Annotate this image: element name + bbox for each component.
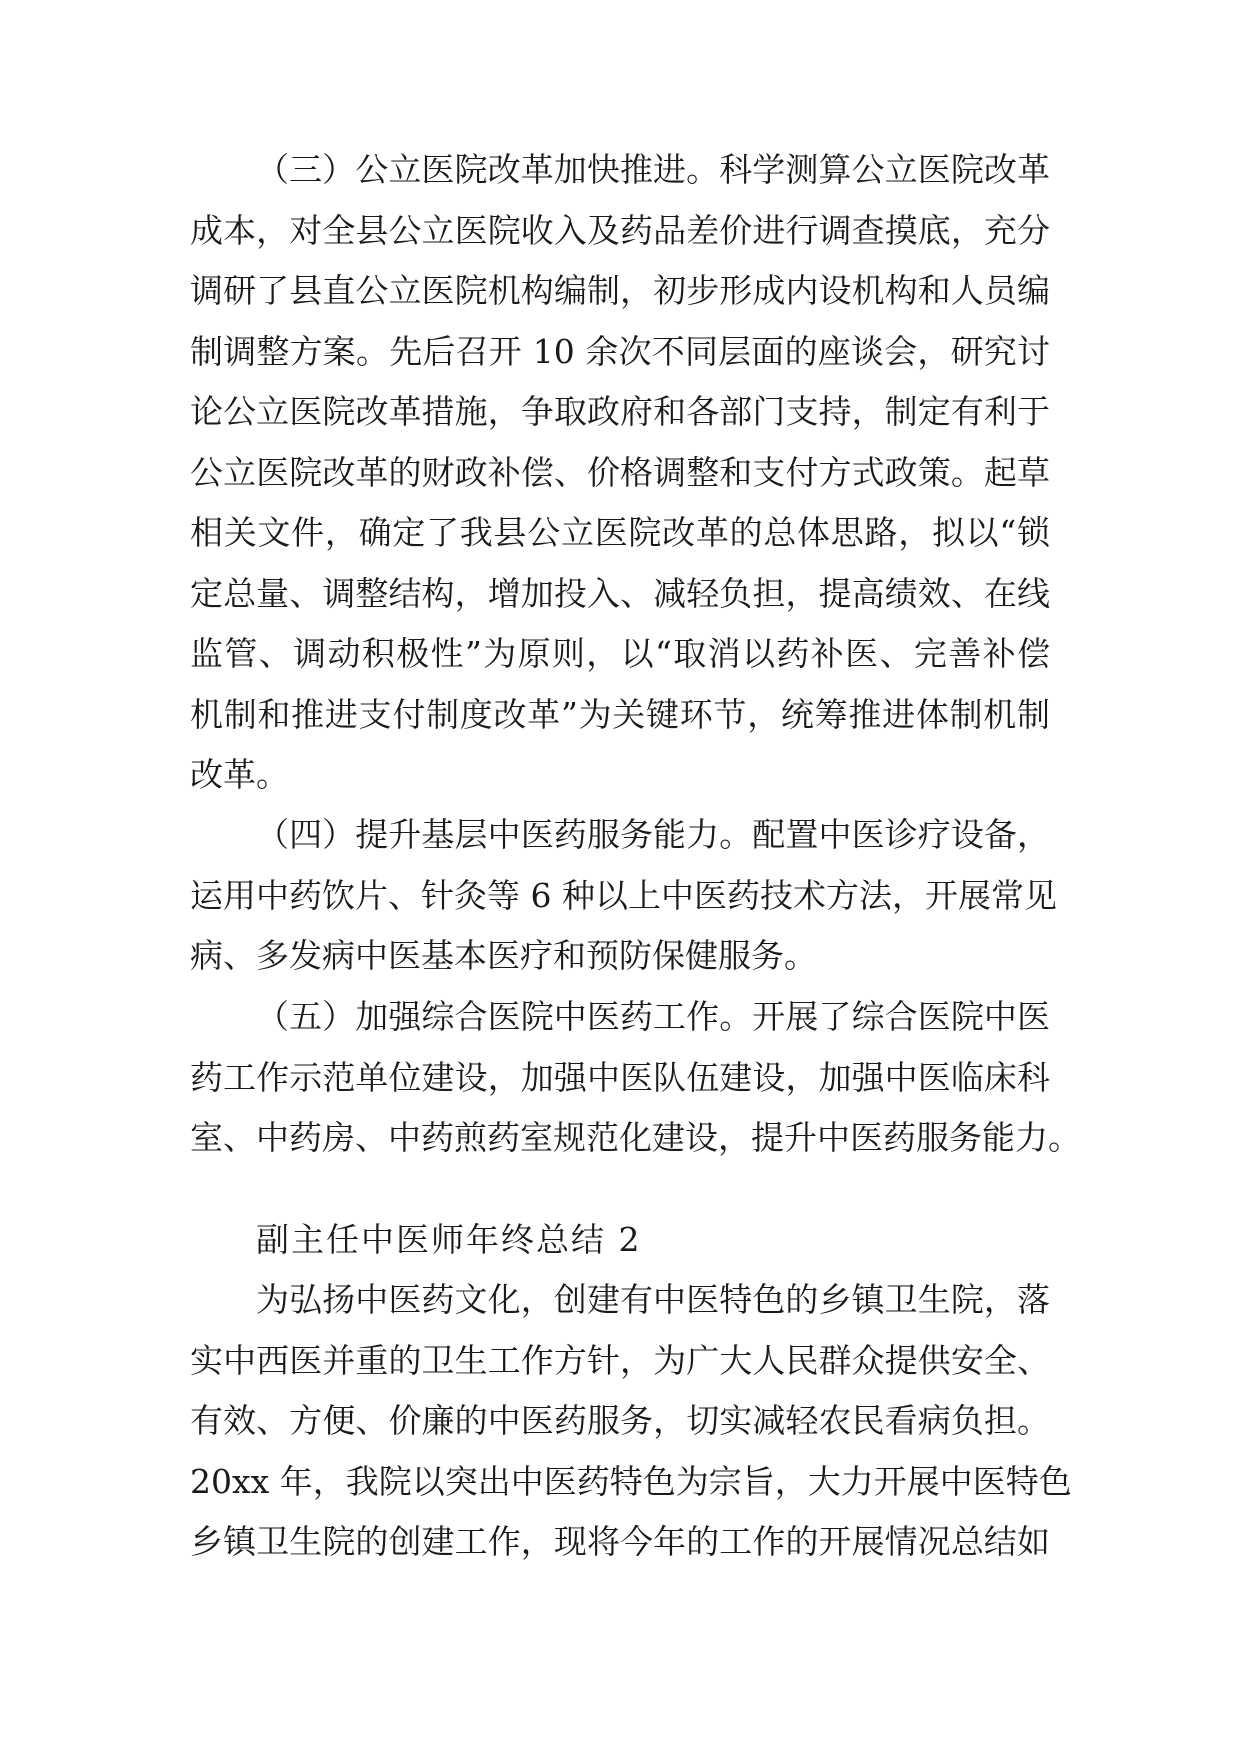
paragraph-line: 乡镇卫生院的创建工作，现将今年的工作的开展情况总结如 — [190, 1522, 1050, 1561]
paragraph-line: 药工作示范单位建设，加强中医队伍建设，加强中医临床科 — [190, 1057, 1050, 1097]
section-title: 副主任中医师年终总结 2 — [256, 1220, 642, 1259]
paragraph-line: 制调整方案。先后召开 10 余次不同层面的座谈会，研究讨 — [190, 331, 1050, 371]
paragraph-line: 室、中药房、中药煎药室规范化建设，提升中医药服务能力。 — [190, 1118, 1081, 1157]
paragraph-line: 改革。 — [190, 755, 289, 794]
paragraph-line: 监管、调动积极性”为原则，以“取消以药补医、完善补偿 — [190, 634, 1050, 673]
paragraph-section-5 — [190, 987, 1081, 1169]
paragraph-line: 为弘扬中医药文化，创建有中医特色的乡镇卫生院，落 — [256, 1280, 1050, 1319]
paragraph-line: （四）提升基层中医药服务能力。配置中医诊疗设备， — [256, 815, 1050, 854]
paragraph-line: 机制和推进支付制度改革”为关键环节，统筹推进体制机制 — [190, 694, 1050, 734]
paragraph-line: 20xx 年，我院以突出中医药特色为宗旨，大力开展中医特色 — [190, 1461, 1072, 1501]
paragraph-line: 有效、方便、价廉的中医药服务，切实减轻农民看病负担。 — [190, 1401, 1050, 1440]
paragraph-line: （五）加强综合医院中医药工作。开展了综合医院中医 — [256, 997, 1050, 1036]
paragraph-line: 公立医院改革的财政补偿、价格调整和支付方式政策。起草 — [190, 452, 1050, 492]
paragraph-intro — [190, 1270, 1072, 1573]
paragraph-line: 实中西医并重的卫生工作方针，为广大人民群众提供安全、 — [190, 1340, 1050, 1380]
paragraph-line: 病、多发病中医基本医疗和预防保健服务。 — [190, 936, 817, 975]
paragraph-line: 论公立医院改革措施，争取政府和各部门支持，制定有利于 — [190, 392, 1050, 431]
paragraph-section-3 — [190, 140, 1050, 806]
paragraph-line: 成本，对全县公立医院收入及药品差价进行调查摸底，充分 — [190, 210, 1050, 250]
section-title-block — [190, 1210, 1050, 1271]
paragraph-line: （三）公立医院改革加快推进。科学测算公立医院改革 — [256, 150, 1050, 189]
paragraph-section-4 — [190, 805, 1057, 987]
paragraph-line: 相关文件，确定了我县公立医院改革的总体思路，拟以“锁 — [190, 513, 1050, 552]
paragraph-line: 定总量、调整结构，增加投入、减轻负担，提高绩效、在线 — [190, 573, 1050, 613]
paragraph-line: 调研了县直公立医院机构编制，初步形成内设机构和人员编 — [190, 271, 1050, 310]
paragraph-line: 运用中药饮片、针灸等 6 种以上中医药技术方法，开展常见 — [190, 875, 1057, 915]
